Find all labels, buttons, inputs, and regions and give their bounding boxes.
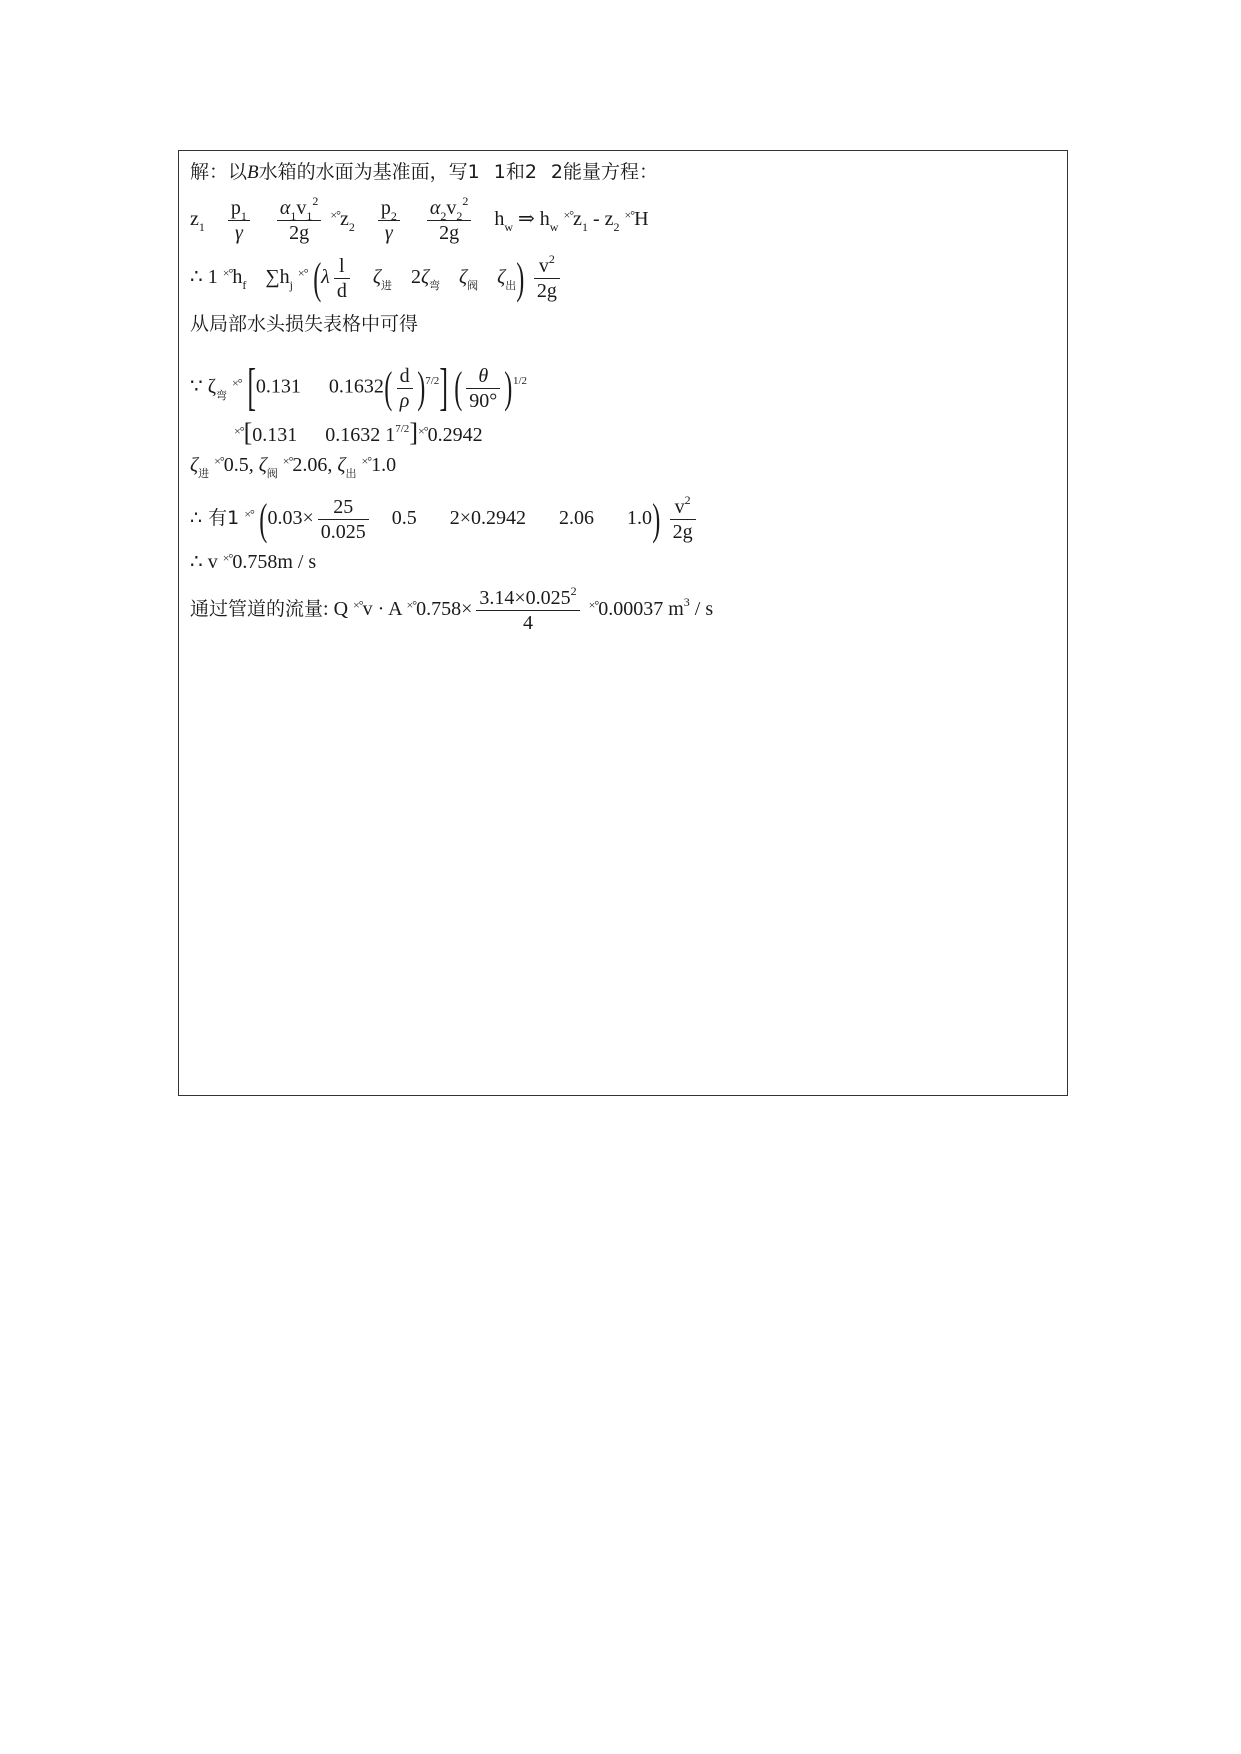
velocity-result: ∴ v ×°0.758m / s xyxy=(190,551,317,573)
table-note: 从局部水头损失表格中可得 xyxy=(190,313,419,335)
energy-equation: $z_1$ $\frac{p_1}{\gamma}$ $\frac{\alpha_1v_1^2}{2g}$ $^{\times^\circ}z_2$ $\frac{p_2}{\gamma}$ $\frac{\alpha_2v_2^2}{2g}$ $h_w$ ⇒ $h_w$ $^{\times^\circ}z_1 - z_2$ ×°H xyxy=(190,194,649,244)
substitution-equation: ∴ 有1 ×° (0.03× $\frac{25}{0.025}$ 0.5 2×0.2942 2.06 1.0) $\frac{v^2}{2g}$ xyxy=(190,497,700,542)
intro-line: 解：以B水箱的水面为基准面，写1 1和2 2能量方程： xyxy=(190,161,659,183)
bend-coefficient-value: ×°[0.131 0.1632 $1^{7/2}]^{\times^\circ}0.2942$ xyxy=(234,418,483,447)
head-loss-equation: ∴ 1 $^{\times^\circ}h_f$ $\sum h_j$ ×° (λ $\frac{l}{d}$ $\zeta_进$ $2\zeta_弯$ $\zeta_阀$ $\zeta_出$) $\frac{v^2}{2g}$ xyxy=(190,256,564,301)
local-coefficients: $\zeta_进$ ×°0.5, $\zeta_阀$ ×°2.06, $\zeta_出$ ×°1.0 xyxy=(190,454,397,480)
bend-coefficient-formula: ∵ $\zeta_弯$ ×° [0.131 0.1632( $\frac{d}{\rho}$ )$^{7/2}$] ( $\frac{\theta}{90^\circ}$ )$^{1/2}$ xyxy=(190,359,527,416)
flow-rate-result: 通过管道的流量: Q ×°v · A ×°0.758× $\frac{3.14\times 0.025^2}{4}$ ×°0.00037 $m^3$ / s xyxy=(190,584,714,634)
